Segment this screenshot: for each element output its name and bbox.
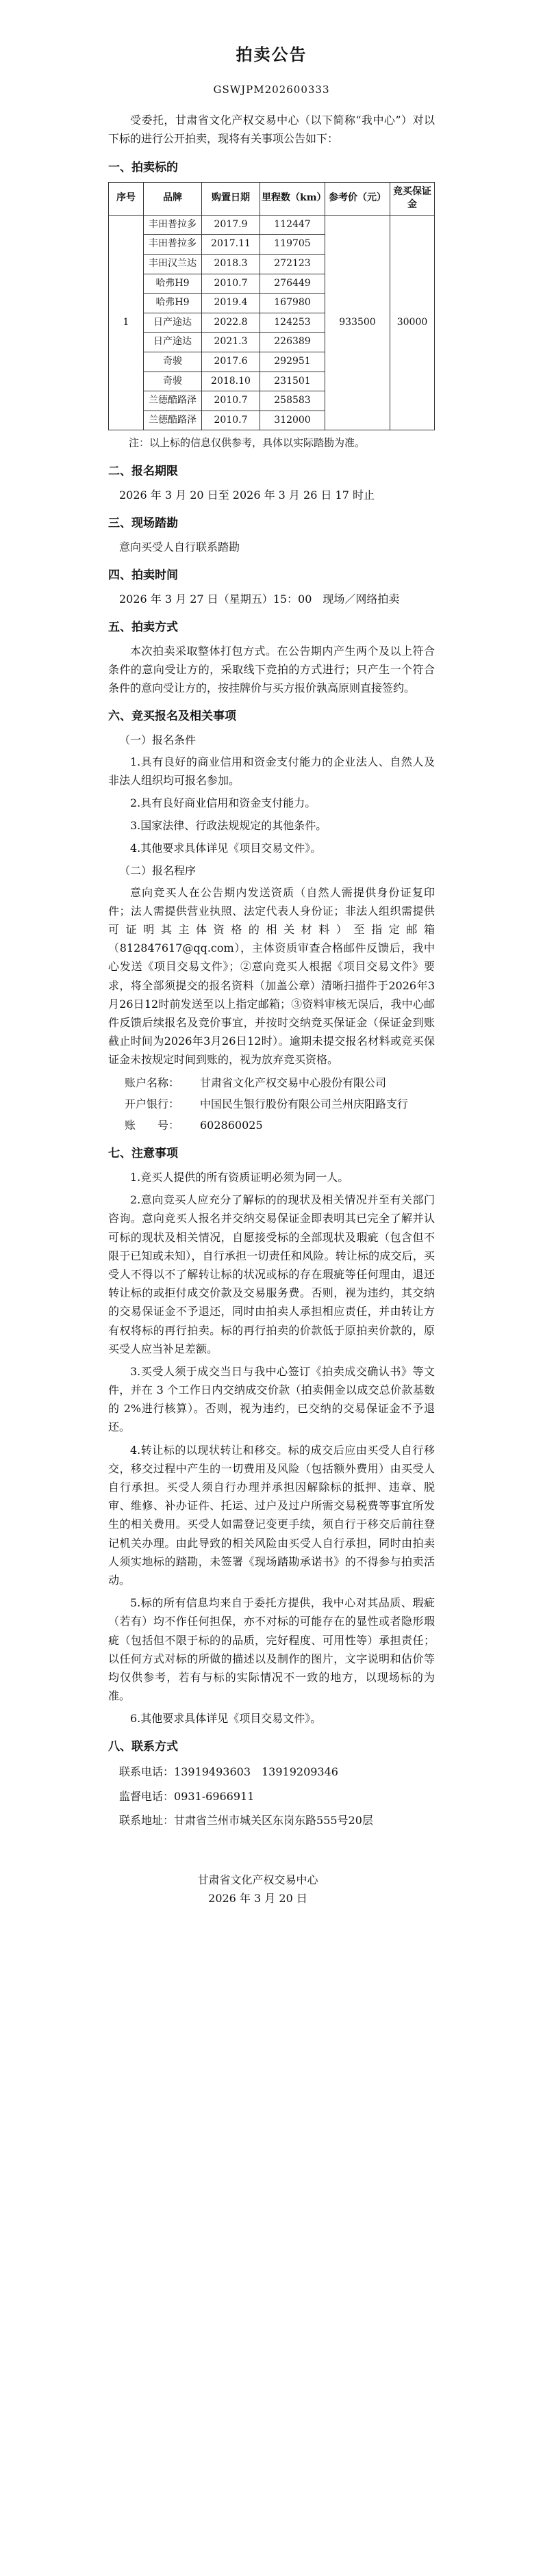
- col-header-price: 参考价（元）: [325, 182, 390, 215]
- cell-mileage: 226389: [260, 333, 325, 352]
- col-header-deposit: 竞买保证金: [390, 182, 435, 215]
- cell-date: 2018.3: [202, 254, 260, 274]
- cell-brand: 兰德酷路泽: [144, 391, 202, 411]
- cell-mileage: 292951: [260, 352, 325, 372]
- bank-account-name: [108, 1074, 435, 1092]
- procedure-text: 意向竞买人在公告期内发送资质（自然人需提供身份证复印件；法人需提供营业执照、法定代表人身份证；非法人组织需提供可证明其主体资格的相关材料）至指定邮箱（812847617@qq.com），主体资质审查合格邮件反馈后，我中心发送《项目交易文件》；②意向竞买人根据《项目交易文件》要求，将全部须提交的报名资料（加盖公章）清晰扫描件于2026年3月26日12时前发送至以上指定邮箱；③资料审核无误后，我中心邮件反馈后续报名及竞价事宜，并按时交纳竞买保证金（保证金到账截止时间为2026年3月26日12时）。逾期未提交报名材料或竞买保证金未按规定时间到账的，视为放弃竞买资格。: [108, 885, 435, 1067]
- cell-date: 2017.11: [202, 235, 260, 255]
- bank-label: 开户银行：: [125, 1097, 180, 1110]
- signature-org: 甘肃省文化产权交易中心: [197, 1873, 318, 1886]
- bank-account-number: [108, 1116, 435, 1134]
- section-heading-auction-time: 四、拍卖时间: [108, 568, 178, 582]
- section-heading-contact: 八、联系方式: [108, 1740, 178, 1754]
- registration-period: 2026 年 3 月 20 日至 2026 年 3 月 26 日 17 时止: [119, 488, 375, 502]
- section-heading-items: 一、拍卖标的: [108, 160, 178, 174]
- notice-item: 2.意向竞买人应充分了解标的的现状及相关情况并至有关部门咨询。意向竞买人报名并交纳交易保证金即表明其已完全了解并认可标的现状及相关情况，自愿接受标的全部现状及瑕疵（包含但不限于已知或未知），自行承担一切责任和风险。转让标的成交后，买受人不得以不了解转让标的状况或标的存在瑕疵等任何理由，退还转让标的或拒付成交价款及交易服务费。否则，视为违约，其交纳的交易保证金不予退还，同时由拍卖人承担相应责任，并由转让方有权将标的再行拍卖。标的再行拍卖的价款低于原拍卖价款的，原买受人应当补足差额。: [108, 1193, 435, 1355]
- cell-mileage: 272123: [260, 254, 325, 274]
- col-header-brand: 品牌: [144, 182, 202, 215]
- contact-label: 联系地址：: [119, 1813, 175, 1827]
- notice-item: 5.标的所有信息均来自于委托方提供，我中心对其品质、瑕疵（若有）均不作任何担保，亦不对标的可能存在的显性或者隐形瑕疵（包括但不限于标的的品质，完好程度、可用性等）承担责任；以任何方式对标的所做的描述以及制作的图片，文字说明和估价等均仅供参考，若有与标的实际情况不一致的地方，以现场标的为准。: [108, 1596, 435, 1703]
- table-header-row: [109, 182, 435, 215]
- notice-item: 3.买受人须于成交当日与我中心签订《拍卖成交确认书》等文件，并在 3 个工作日内交纳成交价款（拍卖佣金以成交总价款基数的 2%进行核算）。否则，视为违约，已交纳的交易保证金不予退还。: [108, 1364, 435, 1434]
- cell-brand: 丰田汉兰达: [144, 254, 202, 274]
- contact-phone: [108, 1762, 435, 1781]
- col-header-mileage: 里程数（km）: [260, 182, 325, 215]
- cell-brand: 奇骏: [144, 372, 202, 391]
- condition-item: 3.国家法律、行政法规规定的其他条件。: [130, 819, 327, 833]
- cell-date: 2017.6: [202, 352, 260, 372]
- cell-date: 2019.4: [202, 294, 260, 313]
- condition-item: 2.具有良好商业信用和资金支付能力。: [130, 796, 316, 809]
- cell-deposit: 30000: [390, 215, 435, 430]
- document-number: GSWJPM202600333: [213, 83, 330, 96]
- cell-date: 2018.10: [202, 372, 260, 391]
- supervision-phone: [108, 1787, 435, 1806]
- auction-method-text: 本次拍卖采取整体打包方式。在公告期内产生两个及以上符合条件的意向受让方的，采取线下竞拍的方式进行；只产生一个符合条件的意向受让方的，按挂牌价与买方报价孰高原则直接签约。: [108, 644, 435, 695]
- cell-date: 2017.9: [202, 215, 260, 235]
- cell-brand: 丰田普拉多: [144, 235, 202, 255]
- cell-mileage: 231501: [260, 372, 325, 391]
- notice-item: 4.转让标的以现状转让和移交。标的成交后应由买受人自行移交，移交过程中产生的一切费用及风险（包括额外费用）由买受人自行承担。买受人须自行办理并承担因解除标的抵押、违章、脱审、维修、补办证件、托运、过户及过户所需交易税费等事宜所发生的相关费用。买受人如需登记变更手续，须自行于移交后前往登记机关办理。由此导致的相关风险由买受人自行承担，同时由拍卖人须实地标的踏勘，未签署《现场踏勘承诺书》的不得参与拍卖活动。: [108, 1443, 435, 1587]
- inspection-text: 意向买受人自行联系踏勘: [119, 540, 240, 554]
- contact-value: 甘肃省兰州市城关区东岗东路555号20层: [174, 1813, 373, 1827]
- cell-brand: 丰田普拉多: [144, 215, 202, 235]
- signature-date: 2026 年 3 月 20 日: [208, 1892, 307, 1905]
- cell-brand: 日产途达: [144, 313, 202, 333]
- bank-name: [108, 1095, 435, 1113]
- section-heading-auction-method: 五、拍卖方式: [108, 621, 178, 635]
- contact-label: 监督电话：: [119, 1789, 175, 1803]
- table-note: 注：以上标的信息仅供参考，具体以实际踏勘为准。: [129, 437, 366, 450]
- notice-item: 1.竞买人提供的所有资质证明必须为同一人。: [130, 1171, 349, 1184]
- cell-date: 2021.3: [202, 333, 260, 352]
- section-heading-period: 二、报名期限: [108, 464, 178, 478]
- bank-value: 中国民生银行股份有限公司兰州庆阳路支行: [200, 1097, 409, 1110]
- section-heading-inspection: 三、现场踏勘: [108, 516, 178, 530]
- cell-date: 2010.7: [202, 274, 260, 294]
- cell-mileage: 258583: [260, 391, 325, 411]
- bank-value: 602860025: [200, 1118, 263, 1132]
- table-row: [109, 215, 435, 235]
- notice-item: 6.其他要求具体详见《项目交易文件》。: [130, 1712, 322, 1726]
- cell-date: 2022.8: [202, 313, 260, 333]
- procedure-title: （二）报名程序: [119, 864, 197, 878]
- cell-mileage: 124253: [260, 313, 325, 333]
- condition-item: 1.具有良好的商业信用和资金支付能力的企业法人、自然人及非法人组织均可报名参加。: [108, 755, 435, 787]
- cell-reference-price: 933500: [325, 215, 390, 430]
- bank-label: 账户名称：: [125, 1076, 180, 1089]
- contact-value: 13919493603 13919209346: [174, 1765, 338, 1779]
- intro-paragraph: 受委托，甘肃省文化产权交易中心（以下简称“我中心”）对以下标的进行公开拍卖，现将有关事项公告如下：: [108, 114, 435, 146]
- items-table: [108, 182, 435, 431]
- cell-brand: 哈弗H9: [144, 274, 202, 294]
- cell-brand: 兰德酷路泽: [144, 411, 202, 430]
- contact-address: [108, 1811, 435, 1830]
- items-table-body: [109, 215, 435, 430]
- cell-mileage: 312000: [260, 411, 325, 430]
- cell-date: 2010.7: [202, 411, 260, 430]
- auction-time: 2026 年 3 月 27 日（星期五）15：00 现场／网络拍卖: [119, 592, 400, 606]
- section-heading-notices: 七、注意事项: [108, 1147, 178, 1161]
- contact-value: 0931-6966911: [174, 1789, 255, 1803]
- conditions-title: （一）报名条件: [119, 733, 197, 747]
- cell-brand: 奇骏: [144, 352, 202, 372]
- col-header-seq: 序号: [109, 182, 144, 215]
- cell-seq: 1: [109, 215, 144, 430]
- condition-item: 4.其他要求具体详见《项目交易文件》。: [130, 842, 322, 855]
- cell-brand: 哈弗H9: [144, 294, 202, 313]
- section-heading-registration: 六、竞买报名及相关事项: [108, 710, 236, 724]
- cell-brand: 日产途达: [144, 333, 202, 352]
- cell-mileage: 119705: [260, 235, 325, 255]
- cell-mileage: 276449: [260, 274, 325, 294]
- col-header-date: 购置日期: [202, 182, 260, 215]
- contact-label: 联系电话：: [119, 1765, 175, 1779]
- cell-date: 2010.7: [202, 391, 260, 411]
- signature-block: [108, 1871, 435, 1908]
- bank-label: 账 号：: [125, 1118, 180, 1132]
- cell-mileage: 167980: [260, 294, 325, 313]
- page-title: 拍卖公告: [236, 44, 307, 64]
- cell-mileage: 112447: [260, 215, 325, 235]
- bank-value: 甘肃省文化产权交易中心股份有限公司: [200, 1076, 387, 1089]
